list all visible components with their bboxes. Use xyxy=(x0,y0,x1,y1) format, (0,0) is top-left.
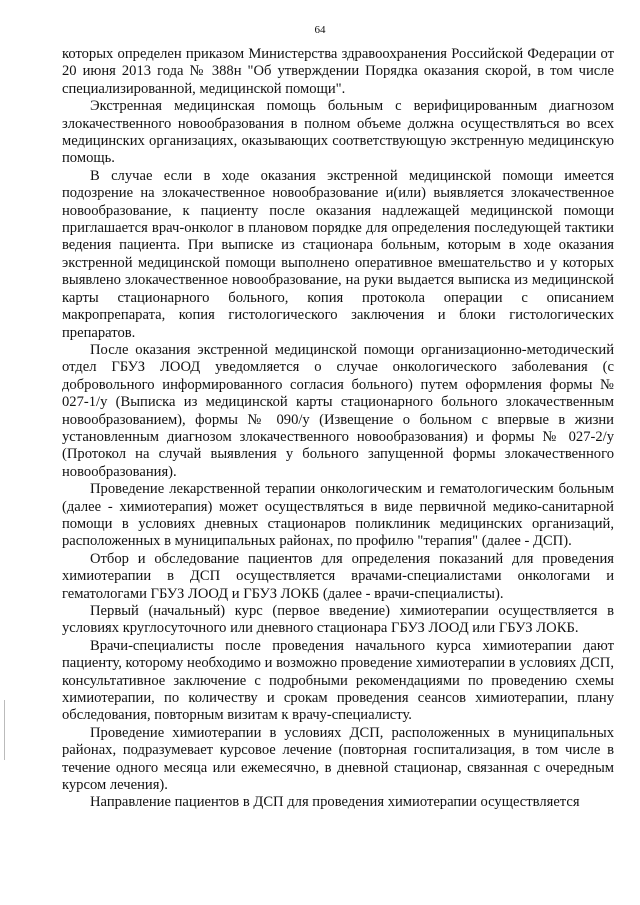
scan-margin-mark xyxy=(4,700,5,760)
page-number: 64 xyxy=(314,24,326,36)
paragraph-2: Экстренная медицинская помощь больным с верифицированным диагнозом злокачественного новообразования в полном объеме должна осуществляться во всех медицинских организациях, оказывающих соответствующую экстренную медицинскую помощь. xyxy=(62,98,614,167)
paragraph-1: которых определен приказом Министерства здравоохранения Российской Федерации от 20 июня 2013 года № 388н "Об утверждении Порядка оказания скорой, в том числе специализированной, медицинской помощи". xyxy=(62,46,614,97)
paragraph-5: Проведение лекарственной терапии онкологическим и гематологическим больным (далее - химиотерапия) может осуществляться в виде первичной медико-санитарной помощи в условиях дневных стационаров поликлиник медицинских организаций, расположенных в муниципальных районах, по профилю "терапия" (далее - ДСП). xyxy=(62,481,614,550)
paragraph-7: Первый (начальный) курс (первое введение) химиотерапии осуществляется в условиях круглосуточного или дневного стационара ГБУЗ ЛООД или ГБУЗ ЛОКБ. xyxy=(62,603,614,637)
paragraph-10: Направление пациентов в ДСП для проведения химиотерапии осуществляется xyxy=(90,794,580,811)
document-body xyxy=(62,46,614,812)
paragraph-4: После оказания экстренной медицинской помощи организационно-методический отдел ГБУЗ ЛООД уведомляется о случае онкологического заболевания (с добровольного информированного согласия больного) путем оформления формы № 027-1/у (Выписка из медицинской карты стационарного больного злокачественным новообразованием), формы № 090/у (Извещение о больном с впервые в жизни установленным диагнозом злокачественного новообразования) и формы № 027-2/у (Протокол на случай выявления у больного запущенной формы злокачественного новообразования). xyxy=(62,341,614,480)
paragraph-3: В случае если в ходе оказания экстренной медицинской помощи имеется подозрение на злокачественное новообразование и(или) выявляется злокачественное новообразование, к пациенту после оказания надлежащей медицинской помощи приглашается врач-онколог в плановом порядке для определения последующей тактики ведения пациента. При выписке из стационара больным, которым в ходе оказания экстренной медицинской помощи выполнено оперативное вмешательство и у которых выявлено злокачественное новообразование, на руки выдается выписка из медицинской карты стационарного больного, копия протокола операции с описанием макропрепарата, копия гистологического заключения и блоки гистологических препаратов. xyxy=(62,167,614,341)
paragraph-8: Врачи-специалисты после проведения начального курса химиотерапии дают пациенту, которому необходимо и возможно проведение химиотерапии в условиях ДСП, консультативное заключение с подробными рекомендациями по проведению схемы химиотерапии, по количеству и срокам проведения сеансов химиотерапии, плану обследования, повторным визитам к врачу-специалисту. xyxy=(62,637,614,724)
paragraph-9: Проведение химиотерапии в условиях ДСП, расположенных в муниципальных районах, подразумевает курсовое лечение (повторная госпитализация, в том числе в течение одного месяца или ежемесячно, в дневной стационар, связанная с очередным курсом лечения). xyxy=(62,724,614,794)
paragraph-6: Отбор и обследование пациентов для определения показаний для проведения химиотерапии в ДСП осуществляется врачами-специалистами онкологами и гематологами ГБУЗ ЛООД и ГБУЗ ЛОКБ (далее - врачи-специалисты). xyxy=(62,550,614,602)
